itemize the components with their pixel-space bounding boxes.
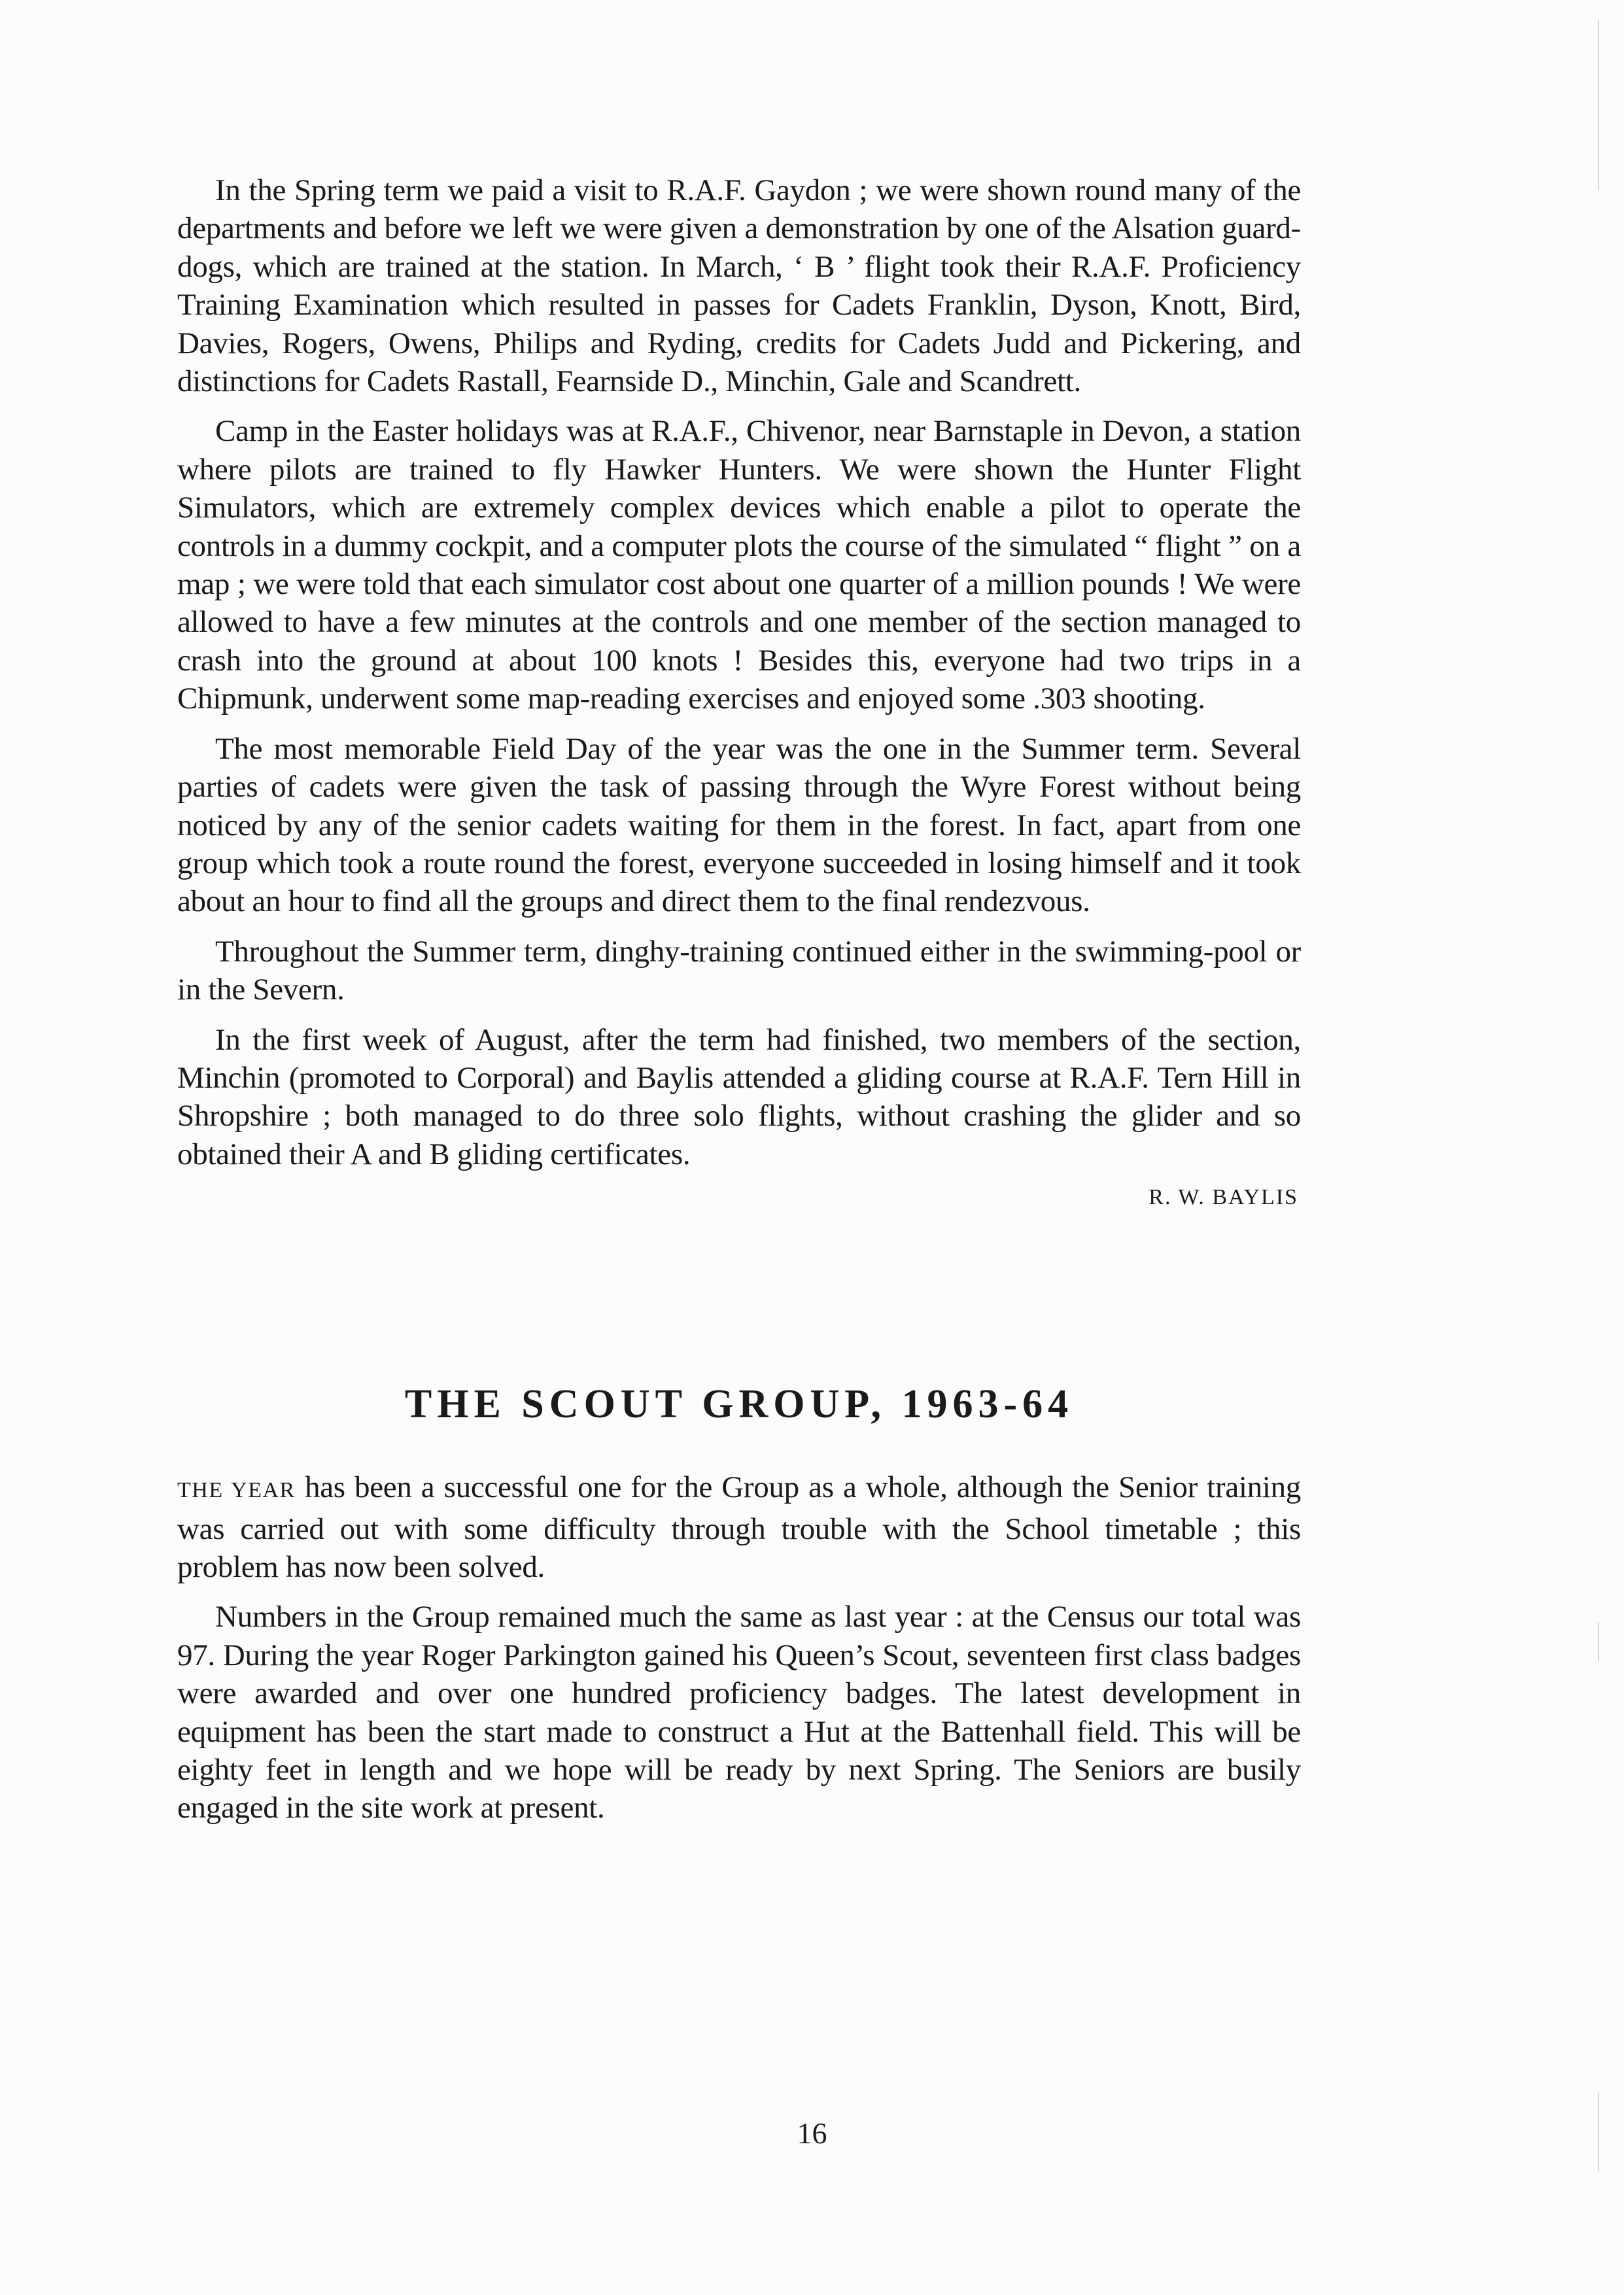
article-raf-section bbox=[177, 171, 1301, 1210]
paragraph: Numbers in the Group remained much the same as last year : at the Census our total was 97. During the year Roger Parkington gained his Queen’s Scout, seventeen first class badges were awarded and over one hundred proficiency badges. The latest development in equipment has been the start made to construct a Hut at the Battenhall field. This will be eighty feet in length and we hope will be ready by next Spring. The Seniors are busily engaged in the site work at present. bbox=[177, 1600, 1301, 1825]
lead-text: has been a successful one for the Group as a whole, although the Senior training was carried out with some difficulty through trouble with the School timetable ; this problem has now been solved. bbox=[177, 1470, 1301, 1584]
paragraph: The most memorable Field Day of the year was the one in the Summer term. Several parties of cadets were given the task of passing through the Wyre Forest without being noticed by any of the senior cadets waiting for them in the forest. In fact, apart from one group which took a route round the forest, everyone succeeded in losing himself and it took about an hour to find all the groups and direct them to the final rendezvous. bbox=[177, 731, 1301, 919]
scan-edge-mark bbox=[1598, 20, 1599, 190]
section-heading: THE SCOUT GROUP, 1963-64 bbox=[404, 1382, 1074, 1427]
lead-paragraph bbox=[177, 1468, 1301, 1586]
scan-edge-mark bbox=[1598, 1622, 1599, 1661]
scan-edge-mark bbox=[1598, 2093, 1599, 2171]
lead-smallcaps: THE YEAR bbox=[177, 1478, 296, 1503]
page-content bbox=[177, 171, 1301, 1839]
paragraph: In the Spring term we paid a visit to R.A.F. Gaydon ; we were shown round many of the departments and before we left we were given a demonstration by one of the Alsation guard-dogs, which are trained at the station. In March, ‘ B ’ flight took their R.A.F. Proficiency Training Examination which resulted in passes for Cadets Franklin, Dyson, Knott, Bird, Davies, Rogers, Owens, Philips and Ryding, credits for Cadets Judd and Pickering, and distinctions for Cadets Rastall, Fearnside D., Minchin, Gale and Scandrett. bbox=[177, 173, 1301, 399]
paragraph: Throughout the Summer term, dinghy-training continued either in the swimming-pool or in the Severn. bbox=[177, 934, 1301, 1007]
article-scout-group bbox=[177, 1381, 1301, 1827]
author-signature: R. W. BAYLIS bbox=[1149, 1185, 1298, 1210]
paragraph: Camp in the Easter holidays was at R.A.F., Chivenor, near Barnstaple in Devon, a station where pilots are trained to fly Hawker Hunters. We were shown the Hunter Flight Simulators, which are extremely complex devices which enable a pilot to operate the controls in a dummy cockpit, and a computer plots the course of the simulated “ flight ” on a map ; we were told that each simulator cost about one quarter of a million pounds ! We were allowed to have a few minutes at the controls and one member of the section managed to crash into the ground at about 100 knots ! Besides this, everyone had two trips in a Chipmunk, underwent some map-reading exercises and enjoyed some .303 shooting. bbox=[177, 414, 1301, 716]
page-number: 16 bbox=[797, 2116, 827, 2150]
paragraph: In the first week of August, after the term had finished, two members of the section, Minchin (promoted to Corporal) and Baylis attended a gliding course at R.A.F. Tern Hill in Shropshire ; both managed to do three solo flights, without crashing the glider and so obtained their A and B gliding certificates. bbox=[177, 1022, 1301, 1171]
